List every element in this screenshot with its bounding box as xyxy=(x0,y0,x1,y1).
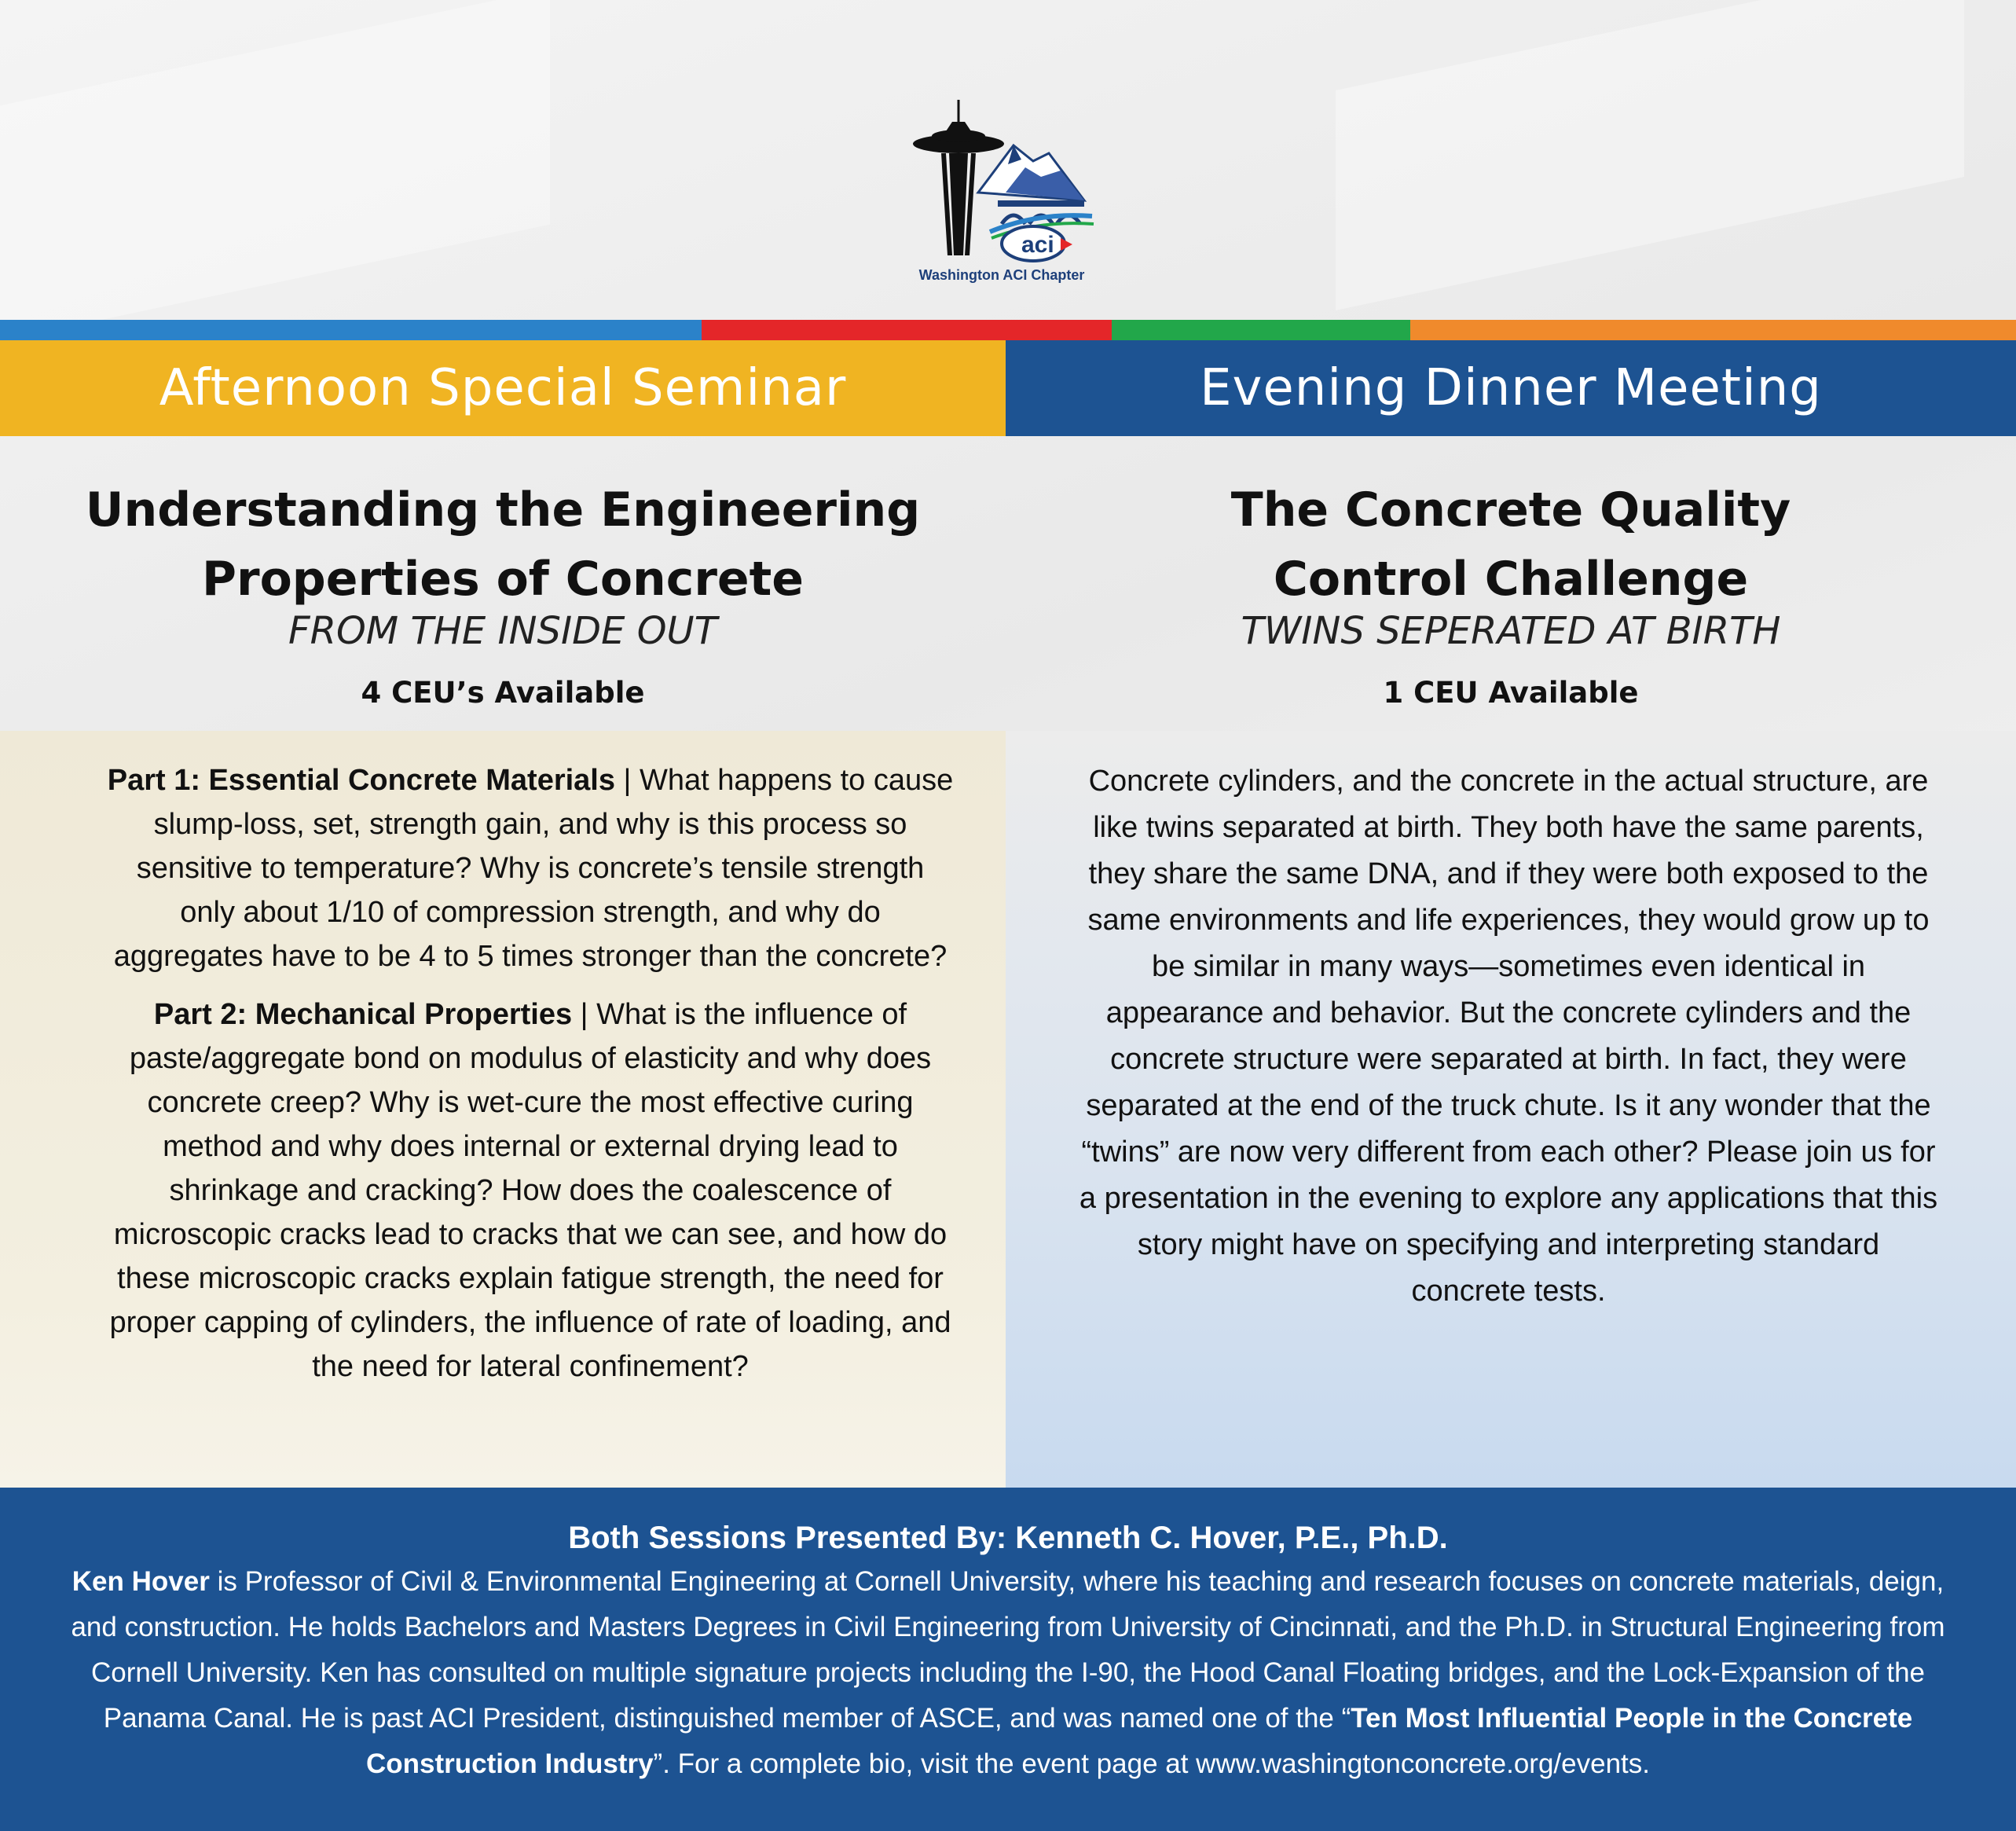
bio-name: Ken Hover xyxy=(71,1566,210,1597)
seminar-title-line1: Understanding the Engineering xyxy=(85,483,921,538)
afternoon-seminar-panel xyxy=(0,436,1006,1488)
logo-caption: Washington ACI Chapter xyxy=(918,267,1085,283)
part2-paragraph xyxy=(106,993,955,1389)
evening-meeting-header: Evening Dinner Meeting xyxy=(1006,340,2016,436)
afternoon-seminar-header: Afternoon Special Seminar xyxy=(0,340,1006,436)
part2-label: Part 2: Mechanical Properties xyxy=(153,998,573,1031)
background-facet xyxy=(1336,0,1964,310)
evening-meeting-panel xyxy=(1006,436,2016,1488)
color-bar xyxy=(0,320,2016,340)
seminar-subtitle: FROM THE INSIDE OUT xyxy=(288,609,717,653)
seminar-title xyxy=(0,475,1006,614)
meeting-title-line2: Control Challenge xyxy=(1273,552,1749,607)
presenter-footer xyxy=(0,1488,2016,1831)
background-facet xyxy=(0,0,550,341)
meeting-title-line1: The Concrete Quality xyxy=(1230,483,1791,538)
seminar-title-line2: Properties of Concrete xyxy=(202,552,804,607)
part1-label: Part 1: Essential Concrete Materials xyxy=(107,764,615,797)
bio-text-1: is Professor of Civil & Environmental Engineering at Cornell University, where his teaching and research focuses on concrete materials, deign, and construction. He holds Bachelors and Masters Degrees in Civil Engineering from University of Cincinnati, and the Ph.D. in Structural Engineering from Cornell University. Ken has consulted on multiple signature projects including the I-90, the Hood Canal Floating bridges, and the Lock-Expansion of the Panama Canal. He is past ACI President, distinguished member of ASCE, and was named one of the “ xyxy=(71,1566,1945,1734)
part2-text: | What is the influence of paste/aggregate bond on modulus of elasticity and why does concrete creep? Why is wet-cure the most effective curing method and why does internal or external drying lead to shrinkage and cracking? How does the coalescence of microscopic cracks lead to cracks that we can see, and how do these microscopic cracks explain fatigue strength, the need for proper capping of cylinders, the influence of rate of loading, and the need for lateral confinement? xyxy=(109,998,951,1383)
part1-text: | What happens to cause slump-loss, set, strength gain, and why is this process so sensitive to temperature? Why is concrete’s tensile strength only about 1/10 of compression strength, and why do aggregates have to be 4 to 5 times stronger than the concrete? xyxy=(113,764,954,973)
bio-highlight: Ten Most Influential People in the Concrete Construction Industry xyxy=(365,1703,1913,1779)
meeting-subtitle: TWINS SEPERATED AT BIRTH xyxy=(1241,609,1781,653)
aci-mark-text: aci xyxy=(1021,232,1054,258)
presenter-bio xyxy=(46,1559,1970,1787)
washington-aci-chapter-logo xyxy=(904,98,1100,295)
part1-paragraph xyxy=(106,758,955,978)
bio-text-2: ”. For a complete bio, visit the event page at www.washingtonconcrete.org/events. xyxy=(653,1748,1650,1779)
seminar-ceu: 4 CEU’s Available xyxy=(361,676,645,710)
meeting-title xyxy=(1006,475,2016,614)
presented-by: Both Sessions Presented By: Kenneth C. Hover, P.E., Ph.D. xyxy=(568,1521,1448,1555)
seminar-description xyxy=(106,758,955,1403)
meeting-description: Concrete cylinders, and the concrete in the actual structure, are like twins separated at birth. They both have the same parents, they share the same DNA, and if they were both exposed to the same environments and life experiences, they would grow up to be similar in many ways—sometimes even identical in appearance and behavior. But the concrete cylinders and the concrete structure were separated at birth. In fact, they were separated at the end of the truck chute. Is it any wonder that the “twins” are now very different from each other? Please join us for a presentation in the evening to explore any applications that this story might have on specifying and interpreting standard concrete tests. xyxy=(1079,765,1938,1308)
space-needle-mountain-icon xyxy=(904,98,1100,267)
meeting-ceu: 1 CEU Available xyxy=(1383,676,1639,710)
